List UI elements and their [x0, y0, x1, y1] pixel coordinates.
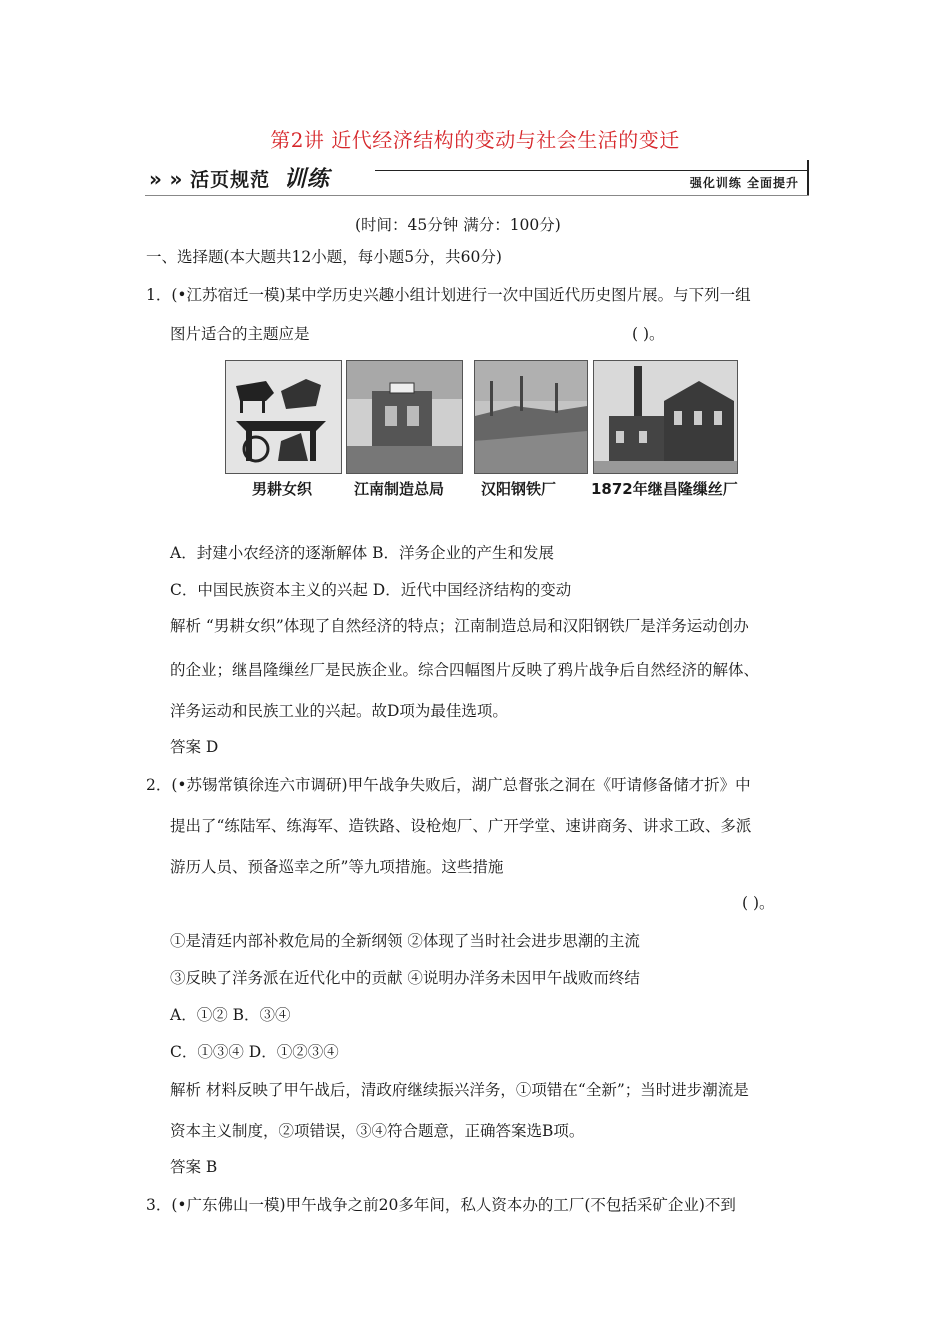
q2-options-cd: C．①③④ D．①②③④ [170, 1043, 339, 1061]
chevron-right-icon: » [169, 167, 177, 191]
photo-hanyang-steel [474, 360, 588, 474]
q2-answer-paren: ( )。 [742, 894, 775, 912]
banner-left-label: 活页规范 [190, 169, 271, 191]
q1-options-cd: C．中国民族资本主义的兴起 D．近代中国经济结构的变动 [170, 581, 572, 599]
q2-analysis-line2: 资本主义制度，②项错误，③④符合题意，正确答案选B项。 [170, 1122, 585, 1140]
chevron-right-icon: » [149, 167, 156, 191]
banner-rule [375, 170, 807, 171]
q1-answer: 答案 D [170, 738, 219, 756]
section-banner [145, 158, 813, 196]
caption-farming-weaving: 男耕女织 [252, 480, 313, 498]
banner-logo [149, 162, 330, 193]
q1-answer-paren: ( )。 [632, 325, 665, 343]
q2-statements-12: ①是清廷内部补救危局的全新纲领 ②体现了当时社会进步思潮的主流 [170, 932, 640, 950]
page-title: 第2讲 近代经济结构的变动与社会生活的变迁 [270, 128, 680, 152]
time-line: (时间：45分钟 满分：100分) [355, 216, 561, 234]
caption-jiangnan-arsenal: 江南制造总局 [354, 480, 445, 498]
banner-left-big: 训练 [283, 167, 330, 192]
q2-options-ab: A．①② B．③④ [170, 1006, 291, 1024]
q1-options-ab: A．封建小农经济的逐渐解体 B．洋务企业的产生和发展 [170, 544, 555, 562]
q1-stem-line2: 图片适合的主题应是 [170, 325, 310, 343]
banner-vertical-rule [807, 160, 809, 196]
photo-farming-weaving [225, 360, 342, 474]
caption-hanyang-steel: 汉阳钢铁厂 [481, 480, 557, 498]
q2-stem-line2: 提出了“练陆军、练海军、造铁路、设枪炮厂、广开学堂、速讲商务、讲求工政、多派 [170, 817, 752, 835]
photo-jichanglong-silk-factory [593, 360, 738, 474]
q1-analysis-line1: 解析 “男耕女织”体现了自然经济的特点；江南制造总局和汉阳钢铁厂是洋务运动创办 [170, 617, 749, 635]
caption-jichanglong-silk-factory: 1872年继昌隆缫丝厂 [591, 480, 738, 498]
q2-statements-34: ③反映了洋务派在近代化中的贡献 ④说明办洋务未因甲午战败而终结 [170, 969, 640, 987]
banner-bottom-rule [145, 195, 809, 196]
q2-answer: 答案 B [170, 1158, 218, 1176]
q2-analysis-line1: 解析 材料反映了甲午战后，清政府继续振兴洋务，①项错在“全新”；当时进步潮流是 [170, 1081, 749, 1099]
q1-analysis-line3: 洋务运动和民族工业的兴起。故D项为最佳选项。 [170, 702, 508, 720]
photo-jiangnan-arsenal [346, 360, 463, 474]
q2-stem-line1: 2．(•苏锡常镇徐连六市调研)甲午战争失败后，湖广总督张之洞在《吁请修备储才折》中 [146, 776, 751, 794]
q3-stem-line1: 3．(•广东佛山一模)甲午战争之前20多年间，私人资本办的工厂(不包括采矿企业)不到 [146, 1196, 736, 1214]
q1-analysis-line2: 的企业；继昌隆缫丝厂是民族企业。综合四幅图片反映了鸦片战争后自然经济的解体、 [170, 661, 760, 679]
q2-stem-line3: 游历人员、预备巡幸之所”等九项措施。这些措施 [170, 858, 504, 876]
q1-stem-line1: 1．(•江苏宿迁一模)某中学历史兴趣小组计划进行一次中国近代历史图片展。与下列一组 [146, 286, 751, 304]
banner-right-label: 强化训练 全面提升 [689, 176, 799, 190]
section-heading: 一、选择题(本大题共12小题，每小题5分，共60分) [146, 248, 502, 266]
